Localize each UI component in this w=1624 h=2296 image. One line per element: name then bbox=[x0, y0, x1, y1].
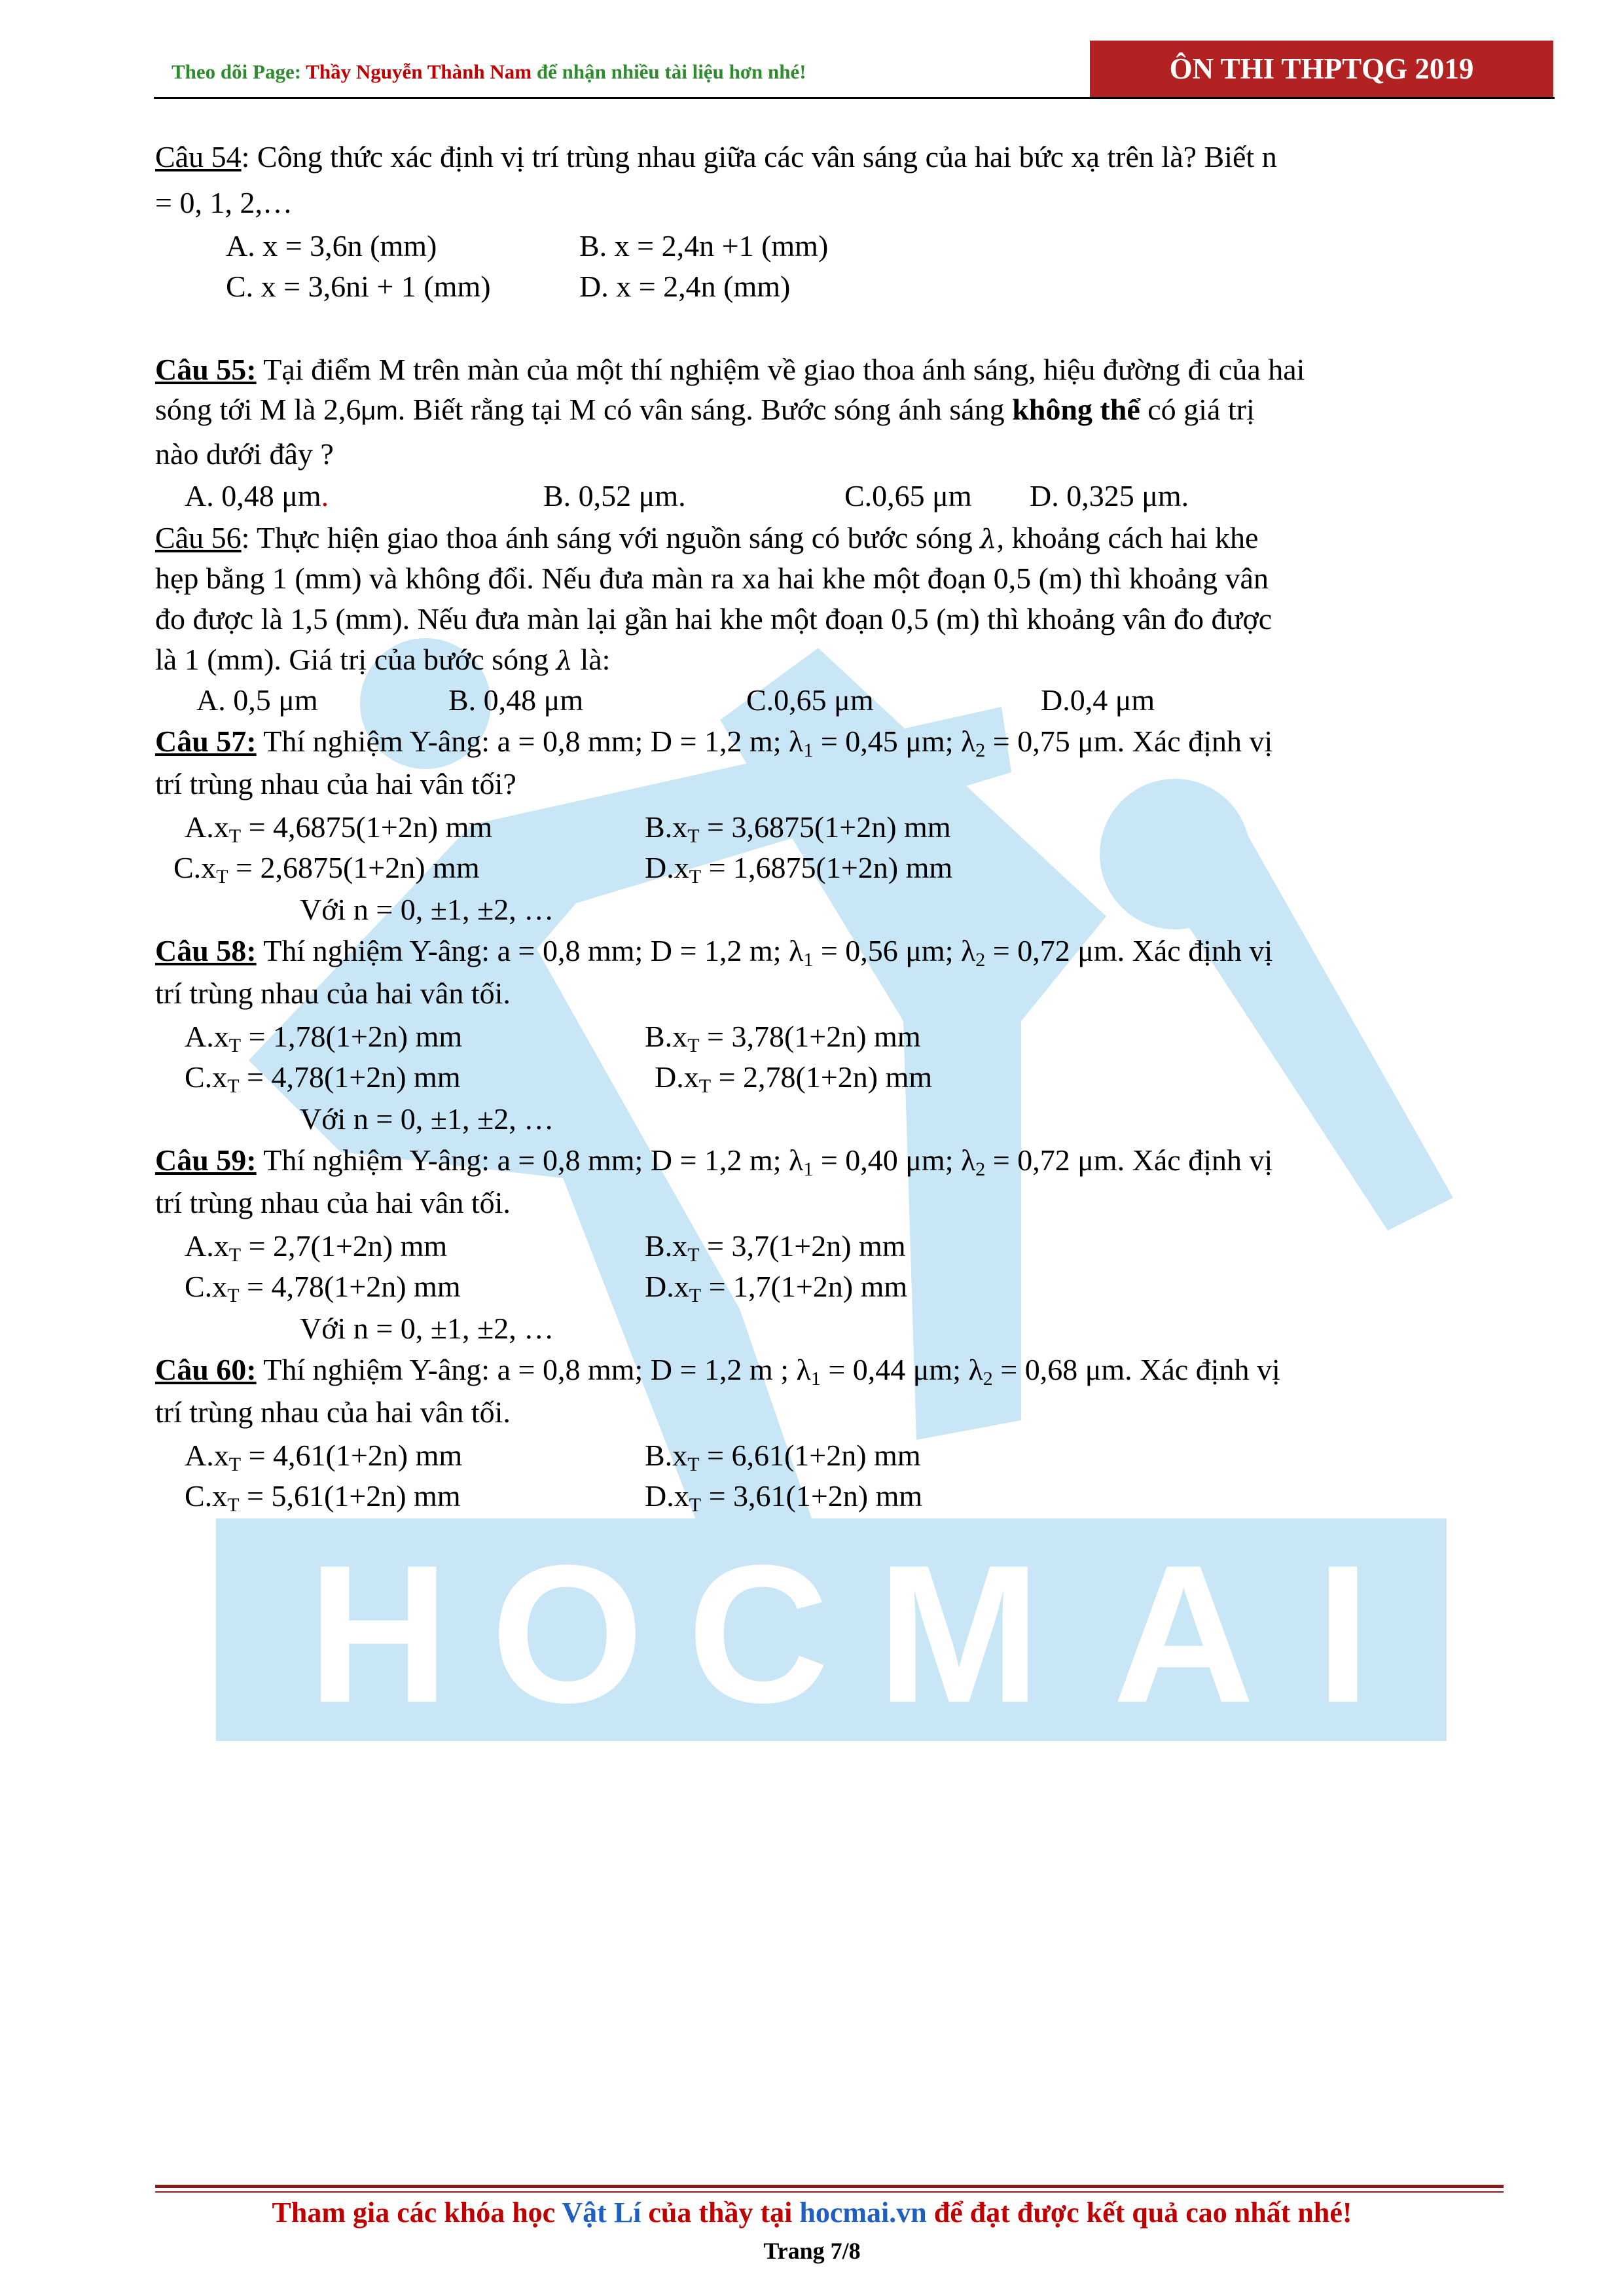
q54-text1: : Công thức xác định vị trí trùng nhau giữa các vân sáng của hai bức xạ trên là? Biết n bbox=[241, 140, 1277, 173]
q58-c-pre: C.x bbox=[185, 1060, 228, 1094]
header-rule bbox=[154, 97, 1555, 99]
q56-text1a: : Thực hiện giao thoa ánh sáng với nguồn sáng có bước sóng bbox=[241, 521, 981, 554]
q56-text4b: là: bbox=[572, 643, 611, 676]
q57-sub2: 2 bbox=[975, 740, 986, 761]
q59-b-sub: T bbox=[687, 1244, 700, 1266]
q57-d-pre: D.x bbox=[645, 851, 689, 884]
q60-text2: trí trùng nhau của hai vân tối. bbox=[155, 1395, 511, 1429]
header-page-promo bbox=[171, 60, 806, 84]
q59-mid: = 0,40 μm; λ bbox=[813, 1143, 976, 1177]
q57-a-sub: T bbox=[228, 825, 242, 847]
q56-line4 bbox=[155, 641, 610, 679]
q56-option-d: D.0,4 μm bbox=[1041, 683, 1155, 717]
q58-option-a bbox=[185, 1018, 462, 1064]
q60-c-pre: C.x bbox=[185, 1479, 228, 1513]
q58-b-pre: B.x bbox=[645, 1020, 688, 1053]
q56-option-b: B. 0,48 μm bbox=[448, 683, 584, 717]
q55-option-b: B. 0,52 μm. bbox=[543, 479, 686, 512]
q60-a-sub: T bbox=[228, 1454, 242, 1475]
q58-a-pre: A.x bbox=[185, 1020, 229, 1053]
q56-text4a: là 1 (mm). Giá trị của bước sóng bbox=[155, 643, 556, 676]
q56-text3: đo được là 1,5 (mm). Nếu đưa màn lại gần hai khe một đoạn 0,5 (m) thì khoảng vân đo được bbox=[155, 602, 1272, 636]
q60-option-b bbox=[645, 1437, 921, 1483]
q60-c-sub: T bbox=[227, 1494, 240, 1516]
q58-d-val: = 2,78(1+2n) mm bbox=[711, 1060, 933, 1094]
q58-pre: Thí nghiệm Y-âng: a = 0,8 mm; D = 1,2 m; λ bbox=[256, 934, 804, 967]
q59-c-sub: T bbox=[227, 1285, 240, 1306]
q58-line1 bbox=[155, 933, 1272, 978]
q55-option-a-dot: . bbox=[321, 479, 329, 512]
footer-p3: của thầy tại bbox=[641, 2197, 800, 2229]
q54-option-c: C. x = 3,6ni + 1 (mm) bbox=[226, 270, 491, 303]
q60-option-a bbox=[185, 1437, 462, 1483]
q56-option-a: A. 0,5 μm bbox=[196, 683, 318, 717]
q55-text2c: có giá trị bbox=[1140, 393, 1255, 426]
q60-d-val: = 3,61(1+2n) mm bbox=[701, 1479, 923, 1513]
q54-text2: = 0, 1, 2,… bbox=[155, 186, 293, 219]
footer-rule-thin bbox=[155, 2191, 1504, 2193]
q57-b-pre: B.x bbox=[645, 810, 688, 844]
q60-c-val: = 5,61(1+2n) mm bbox=[239, 1479, 461, 1513]
q60-label: Câu 60: bbox=[155, 1353, 257, 1386]
q60-a-val: = 4,61(1+2n) mm bbox=[241, 1439, 463, 1472]
q54-option-b: B. x = 2,4n +1 (mm) bbox=[579, 229, 829, 262]
q58-option-d bbox=[655, 1059, 932, 1105]
q58-sub2: 2 bbox=[975, 949, 986, 971]
q59-sub2: 2 bbox=[975, 1158, 986, 1180]
header-teacher-name: Thầy Nguyễn Thành Nam bbox=[306, 60, 532, 83]
footer-p5: để đạt được kết quả cao nhất nhé! bbox=[926, 2197, 1352, 2229]
q60-b-sub: T bbox=[687, 1454, 700, 1475]
q59-c-pre: C.x bbox=[185, 1270, 228, 1303]
q60-option-c bbox=[185, 1478, 461, 1524]
q60-sub1: 1 bbox=[810, 1368, 821, 1390]
q60-line1 bbox=[155, 1352, 1280, 1397]
q60-post: = 0,68 μm. Xác định vị bbox=[992, 1353, 1280, 1386]
q55-line2 bbox=[155, 391, 1255, 429]
q59-option-d bbox=[645, 1268, 907, 1314]
q55-option-d: D. 0,325 μm. bbox=[1030, 479, 1189, 512]
q56-lambda: λ bbox=[980, 524, 997, 554]
q57-a-val: = 4,6875(1+2n) mm bbox=[241, 810, 493, 844]
header-promo-suffix: để nhận nhiều tài liệu hơn nhé! bbox=[532, 60, 806, 83]
q57-mid: = 0,45 μm; λ bbox=[813, 725, 976, 758]
q57-d-sub: T bbox=[689, 866, 702, 888]
q58-a-sub: T bbox=[228, 1035, 242, 1056]
q59-d-sub: T bbox=[689, 1285, 702, 1306]
page-number: Trang 7/8 bbox=[763, 2238, 861, 2264]
q58-b-sub: T bbox=[687, 1035, 700, 1056]
q55-option-a bbox=[185, 478, 329, 514]
q55-text1: Tại điểm M trên màn của một thí nghiệm về giao thoa ánh sáng, hiệu đường đi của hai bbox=[256, 353, 1305, 386]
footer-p1: Tham gia các khóa học bbox=[272, 2197, 562, 2229]
q58-option-b bbox=[645, 1018, 921, 1064]
q56-text1b: , khoảng cách hai khe bbox=[996, 521, 1259, 554]
q60-a-pre: A.x bbox=[185, 1439, 229, 1472]
q56-label: Câu 56 bbox=[155, 521, 242, 554]
q57-option-c bbox=[173, 850, 480, 895]
q55-line1 bbox=[155, 351, 1305, 388]
q57-c-val: = 2,6875(1+2n) mm bbox=[228, 851, 480, 884]
q55-text2b: . Biết rằng tại M có vân sáng. Bước sóng ánh sáng bbox=[397, 393, 1013, 426]
q57-option-a bbox=[185, 809, 492, 855]
q58-option-c bbox=[185, 1059, 461, 1105]
q54-option-d: D. x = 2,4n (mm) bbox=[579, 270, 791, 303]
q58-d-sub: T bbox=[698, 1075, 712, 1097]
footer-promo bbox=[0, 2196, 1624, 2229]
q58-a-val: = 1,78(1+2n) mm bbox=[241, 1020, 463, 1053]
q59-d-val: = 1,7(1+2n) mm bbox=[701, 1270, 908, 1303]
q59-option-c bbox=[185, 1268, 461, 1314]
header-promo-prefix: Theo dõi Page: bbox=[171, 60, 306, 83]
q59-line1 bbox=[155, 1142, 1272, 1188]
q58-sub1: 1 bbox=[803, 949, 814, 971]
q58-c-val: = 4,78(1+2n) mm bbox=[239, 1060, 461, 1094]
q58-c-sub: T bbox=[227, 1075, 240, 1097]
q59-b-val: = 3,7(1+2n) mm bbox=[699, 1229, 906, 1263]
q60-b-val: = 6,61(1+2n) mm bbox=[699, 1439, 921, 1472]
q58-b-val: = 3,78(1+2n) mm bbox=[699, 1020, 921, 1053]
footer-site-link[interactable]: hocmai.vn bbox=[799, 2197, 927, 2229]
svg-text:O: O bbox=[491, 1524, 644, 1744]
svg-text:I: I bbox=[1316, 1524, 1371, 1744]
q59-note: Với n = 0, ±1, ±2, … bbox=[300, 1312, 554, 1345]
q59-a-sub: T bbox=[228, 1244, 242, 1266]
q60-d-sub: T bbox=[689, 1494, 702, 1516]
q59-d-pre: D.x bbox=[645, 1270, 689, 1303]
q57-d-val: = 1,6875(1+2n) mm bbox=[701, 851, 953, 884]
q55-text3: nào dưới đây ? bbox=[155, 437, 334, 471]
svg-text:A: A bbox=[1113, 1524, 1255, 1744]
svg-text:C: C bbox=[687, 1524, 829, 1744]
q59-sub1: 1 bbox=[803, 1158, 814, 1180]
q55-emphasis: không thể bbox=[1012, 393, 1140, 426]
q54-option-a: A. x = 3,6n (mm) bbox=[226, 229, 437, 262]
q57-pre: Thí nghiệm Y-âng: a = 0,8 mm; D = 1,2 m; λ bbox=[256, 725, 804, 758]
q59-c-val: = 4,78(1+2n) mm bbox=[239, 1270, 461, 1303]
q59-option-a bbox=[185, 1228, 447, 1274]
q58-note: Với n = 0, ±1, ±2, … bbox=[300, 1102, 554, 1136]
q60-option-d bbox=[645, 1478, 922, 1524]
q57-label: Câu 57: bbox=[155, 725, 257, 758]
q58-text2: trí trùng nhau của hai vân tối. bbox=[155, 977, 511, 1010]
q58-post: = 0,72 μm. Xác định vị bbox=[985, 934, 1273, 967]
q57-text2: trí trùng nhau của hai vân tối? bbox=[155, 767, 516, 800]
q56-lambda-2: λ bbox=[556, 646, 573, 676]
q59-pre: Thí nghiệm Y-âng: a = 0,8 mm; D = 1,2 m; λ bbox=[256, 1143, 804, 1177]
header-badge: ÔN THI THPTQG 2019 bbox=[1090, 41, 1553, 97]
q59-a-pre: A.x bbox=[185, 1229, 229, 1263]
q59-label: Câu 59: bbox=[155, 1143, 257, 1177]
q55-label: Câu 55: bbox=[155, 353, 257, 386]
q57-c-pre: C.x bbox=[173, 851, 217, 884]
q59-text2: trí trùng nhau của hai vân tối. bbox=[155, 1186, 511, 1219]
q54-line1 bbox=[155, 139, 1277, 175]
footer-rule-thick bbox=[155, 2185, 1504, 2188]
q57-c-sub: T bbox=[216, 866, 228, 888]
q54-label: Câu 54 bbox=[155, 140, 242, 173]
q55-option-c: C.0,65 μm bbox=[844, 479, 972, 512]
q57-sub1: 1 bbox=[803, 740, 814, 761]
q58-mid: = 0,56 μm; λ bbox=[813, 934, 976, 967]
footer-subject: Vật Lí bbox=[562, 2197, 641, 2229]
q58-label: Câu 58: bbox=[155, 934, 257, 967]
q57-a-pre: A.x bbox=[185, 810, 229, 844]
q57-option-b bbox=[645, 809, 951, 855]
q55-text2a: sóng tới M là 2,6 bbox=[155, 393, 361, 426]
q55-option-a-text: A. 0,48 μm bbox=[185, 479, 321, 512]
q58-d-pre: D.x bbox=[655, 1060, 699, 1094]
q57-post: = 0,75 μm. Xác định vị bbox=[985, 725, 1273, 758]
q60-mid: = 0,44 μm; λ bbox=[820, 1353, 983, 1386]
svg-text:M: M bbox=[877, 1524, 1041, 1744]
q56-option-c: C.0,65 μm bbox=[746, 683, 874, 717]
q57-b-val: = 3,6875(1+2n) mm bbox=[699, 810, 951, 844]
q60-sub2: 2 bbox=[983, 1368, 993, 1390]
svg-text:H: H bbox=[308, 1524, 450, 1744]
q60-pre: Thí nghiệm Y-âng: a = 0,8 mm; D = 1,2 m ; λ bbox=[256, 1353, 811, 1386]
q57-line1 bbox=[155, 723, 1272, 769]
q57-b-sub: T bbox=[687, 825, 700, 847]
q57-option-d bbox=[645, 850, 952, 895]
q57-note: Với n = 0, ±1, ±2, … bbox=[300, 893, 554, 926]
q60-d-pre: D.x bbox=[645, 1479, 689, 1513]
q60-b-pre: B.x bbox=[645, 1439, 688, 1472]
q56-text2: hẹp bằng 1 (mm) và không đổi. Nếu đưa màn ra xa hai khe một đoạn 0,5 (m) thì khoảng vân bbox=[155, 562, 1269, 595]
q59-a-val: = 2,7(1+2n) mm bbox=[241, 1229, 448, 1263]
q59-b-pre: B.x bbox=[645, 1229, 688, 1263]
q59-post: = 0,72 μm. Xác định vị bbox=[985, 1143, 1273, 1177]
q55-unit: μm bbox=[361, 397, 398, 425]
q56-line1 bbox=[155, 520, 1258, 558]
q59-option-b bbox=[645, 1228, 906, 1274]
